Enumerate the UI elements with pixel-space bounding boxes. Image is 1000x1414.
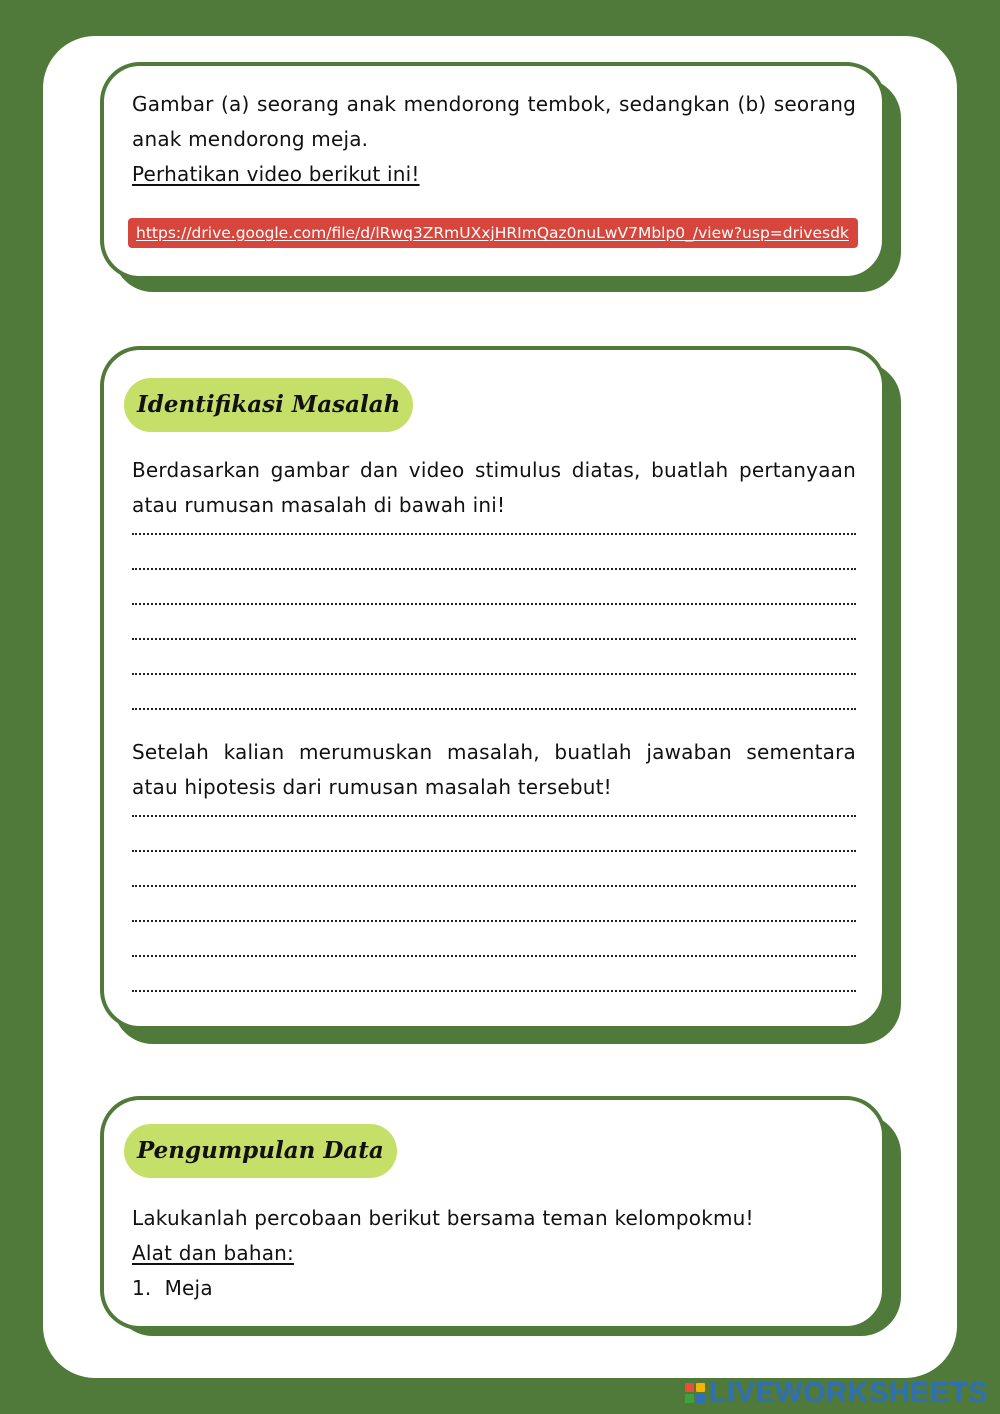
brand-name: LIVEWORKSHEETS (708, 1376, 988, 1409)
video-link[interactable] (128, 218, 858, 248)
hypothesis-line[interactable] (132, 955, 856, 957)
liveworksheets-logo-icon (685, 1383, 705, 1403)
answer-line[interactable] (132, 533, 856, 535)
identifikasi-question-1: Berdasarkan gambar dan video stimulus diatas, buatlah pertanyaan atau rumusan masalah di bawah ini! (132, 458, 856, 517)
hypothesis-line[interactable] (132, 920, 856, 922)
answer-line[interactable] (132, 603, 856, 605)
worksheet-page (43, 36, 957, 1378)
liveworksheets-brand (685, 1378, 988, 1408)
identifikasi-card (100, 346, 886, 1030)
answer-line[interactable] (132, 638, 856, 640)
hypothesis-line[interactable] (132, 815, 856, 817)
answer-line[interactable] (132, 673, 856, 675)
pengumpulan-title: Pengumpulan Data (124, 1124, 397, 1178)
pengumpulan-instruction: Lakukanlah percobaan berikut bersama teman kelompokmu! (132, 1206, 754, 1230)
materials-item: 1. Meja (132, 1276, 213, 1300)
video-link-text[interactable]: https://drive.google.com/file/d/lRwq3ZRmUXxjHRImQaz0nuLwV7Mblp0_/view?usp=drivesdk (136, 224, 849, 242)
video-prompt: Perhatikan video berikut ini! (132, 162, 420, 186)
hypothesis-line[interactable] (132, 850, 856, 852)
hypothesis-line[interactable] (132, 885, 856, 887)
intro-paragraph: Gambar (a) seorang anak mendorong tembok, sedangkan (b) seorang anak mendorong meja. (132, 92, 856, 151)
hypothesis-line[interactable] (132, 990, 856, 992)
identifikasi-title: Identifikasi Masalah (124, 378, 413, 432)
pengumpulan-card (100, 1096, 886, 1330)
intro-card (100, 62, 886, 280)
materials-heading: Alat dan bahan: (132, 1241, 294, 1265)
identifikasi-question-2: Setelah kalian merumuskan masalah, buatlah jawaban sementara atau hipotesis dari rumusan masalah tersebut! (132, 740, 856, 799)
answer-line[interactable] (132, 568, 856, 570)
answer-line[interactable] (132, 708, 856, 710)
